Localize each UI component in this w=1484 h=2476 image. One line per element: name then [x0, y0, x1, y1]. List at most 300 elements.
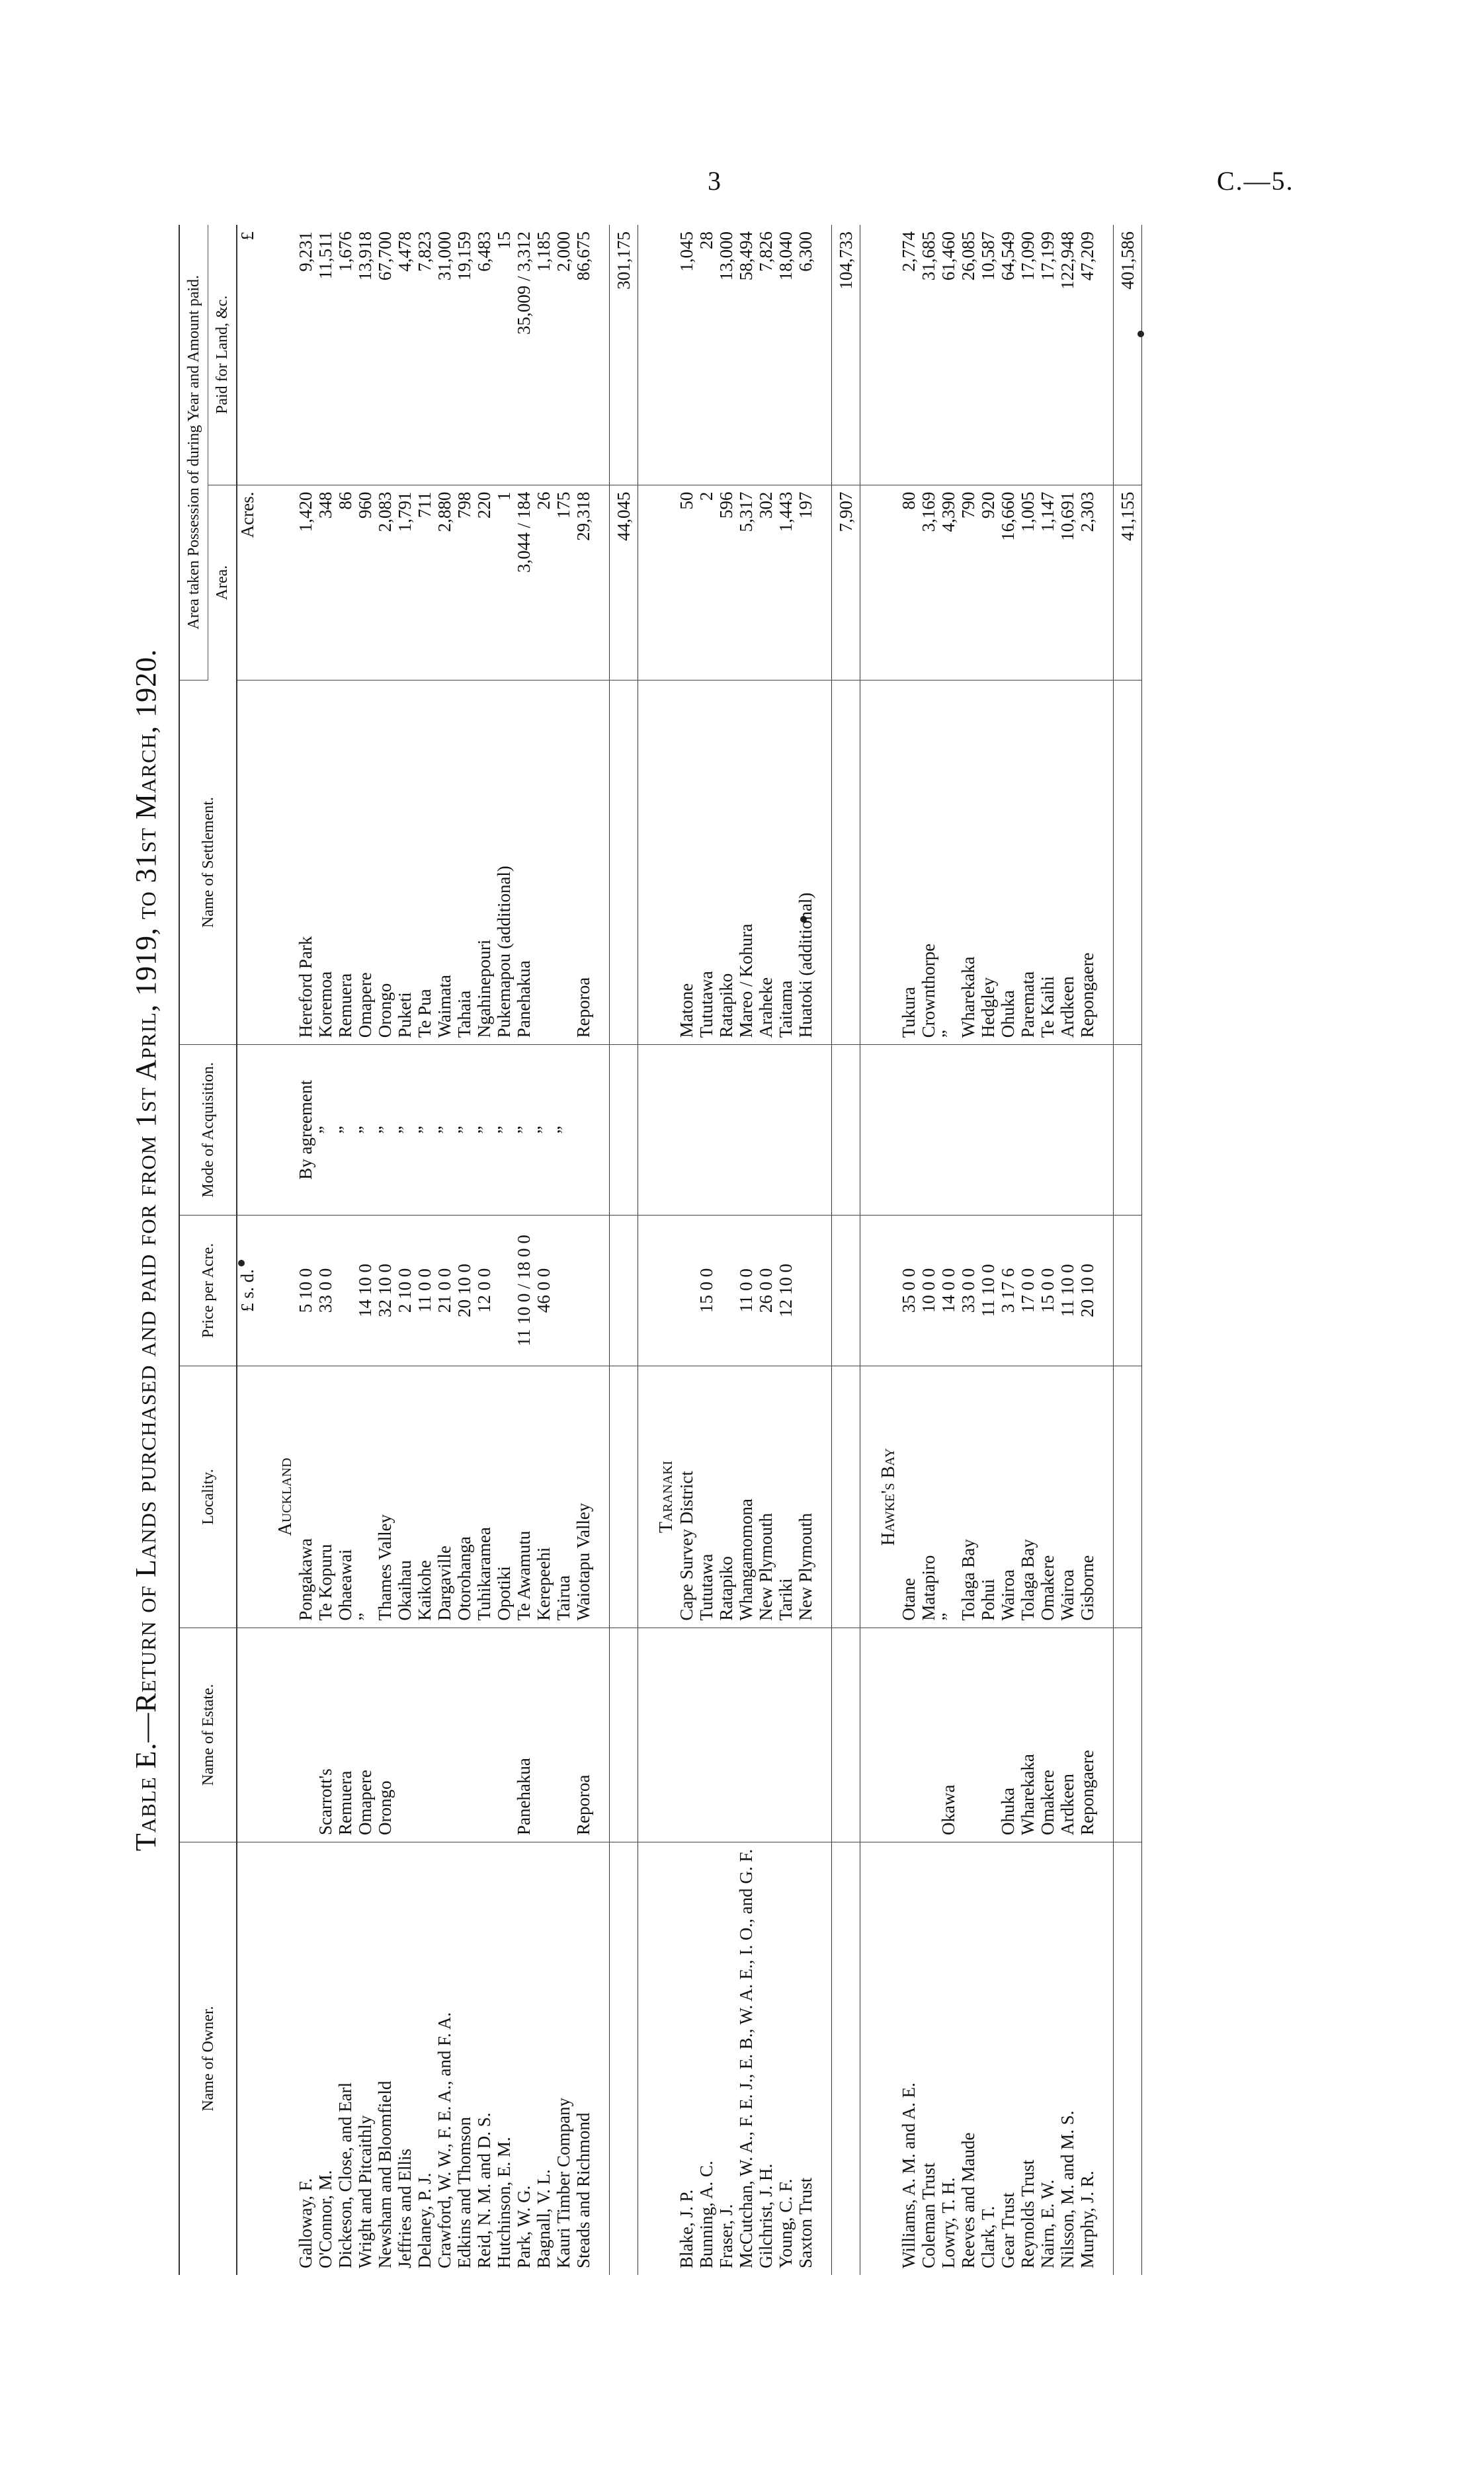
cell-estate: Orongo — [375, 1628, 395, 1842]
cell-owner: Steads and Richmond — [573, 2112, 593, 2268]
table-row — [716, 225, 736, 2275]
empty-cell — [610, 1842, 638, 2275]
cell-price: 20 10 0 — [1077, 1215, 1097, 1366]
table-row — [573, 225, 593, 2275]
cell-area: 596 — [716, 485, 736, 680]
cell-price — [573, 1215, 593, 1366]
cell-paid: 1,185 — [534, 225, 554, 485]
header-estate: Name of Estate. — [179, 1628, 237, 1842]
cell-settlement: Huatoki (additional) — [796, 680, 815, 1044]
empty-cell — [832, 1215, 860, 1366]
cell-locality: Tariki — [776, 1366, 796, 1628]
table-row — [938, 225, 958, 2275]
cell-settlement: Araheke — [756, 680, 776, 1044]
cell-price — [335, 1215, 355, 1366]
cell-settlement: Repongaere — [1077, 680, 1097, 1044]
cell-mode — [938, 1045, 958, 1215]
cell-locality: Cape Survey District — [677, 1366, 696, 1628]
cell-owner: Fraser, J. — [716, 2204, 736, 2268]
cell-estate: Okawa — [938, 1628, 958, 1842]
cell-estate: Panehakua — [514, 1628, 534, 1842]
empty-cell — [257, 1045, 296, 1215]
cell-paid: 35,009 / 3,312 — [514, 225, 534, 485]
cell-estate: Scarrott's — [315, 1628, 335, 1842]
cell-area: 5,317 — [736, 485, 756, 680]
cell-price: 12 0 0 — [474, 1215, 494, 1366]
cell-locality: Opotiki — [494, 1366, 514, 1628]
cell-area: 2,303 — [1077, 485, 1097, 680]
cell-settlement — [554, 680, 573, 1044]
cell-owner: Gilchrist, J. H. — [756, 2163, 776, 2268]
cell-paid: 4,478 — [395, 225, 415, 485]
cell-owner: Nairn, E. W. — [1038, 2179, 1057, 2268]
cell-price: 17 0 0 — [1018, 1215, 1038, 1366]
table-row — [454, 225, 474, 2275]
empty-cell — [1097, 1045, 1114, 1215]
cell-settlement: Te Kaihi — [1038, 680, 1057, 1044]
cell-paid: 19,159 — [454, 225, 474, 485]
cell-owner: Kauri Timber Company — [554, 2097, 573, 2268]
table-row — [1018, 225, 1038, 2275]
cell-owner: Edkins and Thomson — [454, 2117, 474, 2268]
empty-cell — [257, 680, 296, 1044]
unit-price: £ s. d. — [237, 1215, 257, 1366]
cell-owner: Clark, T. — [978, 2206, 998, 2268]
cell-mode: ” — [375, 1045, 395, 1215]
cell-area: 26 — [534, 485, 554, 680]
cell-paid: 67,700 — [375, 225, 395, 485]
empty-cell — [815, 1215, 832, 1366]
cell-owner: Reid, N. M. and D. S. — [474, 2112, 494, 2268]
cell-price: 11 10 0 / 18 0 0 — [514, 1215, 534, 1366]
table-title: Table E.—Return of Lands purchased and paid for from 1st April, 1919, to 31st March, 1920. — [130, 648, 162, 1852]
cell-mode — [919, 1045, 938, 1215]
cell-owner: Young, C. F. — [776, 2178, 796, 2268]
total-row — [832, 225, 860, 2275]
header-area: Area. — [208, 485, 237, 680]
table-row — [958, 225, 978, 2275]
region-heading-row — [638, 225, 677, 2275]
cell-estate — [919, 1628, 938, 1842]
cell-price: 26 0 0 — [756, 1215, 776, 1366]
table-row — [494, 225, 514, 2275]
cell-locality: Otane — [899, 1366, 919, 1628]
cell-paid: 10,587 — [978, 225, 998, 485]
cell-mode — [998, 1045, 1018, 1215]
empty-cell — [860, 1842, 899, 2275]
header-mode: Mode of Acquisition. — [179, 1045, 237, 1215]
cell-settlement: Panehakua — [514, 680, 534, 1044]
cell-owner: McCutchan, W. A., F. E. J., E. B., W. A. E., I. O., and G. F. — [736, 1849, 756, 2268]
cell-area: 1 — [494, 485, 514, 680]
cell-price: 15 0 0 — [1038, 1215, 1057, 1366]
table-row — [434, 225, 454, 2275]
spacer-row — [593, 225, 610, 2275]
cell-locality: Te Awamutu — [514, 1366, 534, 1628]
cell-mode — [1077, 1045, 1097, 1215]
cell-area: 4,390 — [938, 485, 958, 680]
empty-cell — [638, 485, 677, 680]
empty-cell — [1114, 1045, 1142, 1215]
region-heading-row — [860, 225, 899, 2275]
cell-estate — [899, 1628, 919, 1842]
cell-paid: 13,000 — [716, 225, 736, 485]
empty-cell — [860, 225, 899, 485]
table-row — [296, 225, 315, 2275]
cell-estate — [395, 1628, 415, 1842]
cell-owner: Blake, J. P. — [677, 2189, 696, 2268]
total-paid: 301,175 — [610, 225, 638, 485]
cell-locality: ” — [938, 1366, 958, 1628]
cell-estate — [978, 1628, 998, 1842]
cell-paid: 17,199 — [1038, 225, 1057, 485]
empty-cell — [610, 1628, 638, 1842]
cell-price: 5 10 0 — [296, 1215, 315, 1366]
table-row — [474, 225, 494, 2275]
cell-owner: Williams, A. M. and A. E. — [899, 2083, 919, 2268]
header-settlement: Name of Settlement. — [179, 680, 237, 1044]
cell-estate: Ardkeen — [1057, 1628, 1077, 1842]
cell-price: 21 0 0 — [434, 1215, 454, 1366]
cell-settlement: ” — [938, 680, 958, 1044]
cell-owner: Dickeson, Close, and Earl — [335, 2082, 355, 2268]
empty-cell — [1114, 680, 1142, 1044]
cell-settlement: Mareo / Kohura — [736, 680, 756, 1044]
cell-estate — [958, 1628, 978, 1842]
table-row — [514, 225, 534, 2275]
total-row — [1114, 225, 1142, 2275]
cell-estate — [554, 1628, 573, 1842]
cell-area: 1,443 — [776, 485, 796, 680]
cell-estate: Omakere — [1038, 1628, 1057, 1842]
cell-owner: Park, W. G. — [514, 2185, 534, 2268]
cell-locality: ” — [355, 1366, 375, 1628]
cell-price: 3 17 6 — [998, 1215, 1018, 1366]
cell-area: 80 — [899, 485, 919, 680]
cell-locality: Thames Valley — [375, 1366, 395, 1628]
cell-paid: 13,918 — [355, 225, 375, 485]
cell-paid: 1,045 — [677, 225, 696, 485]
cell-owner: Bunning, A. C. — [696, 2161, 716, 2268]
cell-paid: 15 — [494, 225, 514, 485]
cell-estate — [677, 1628, 696, 1842]
cell-settlement: Taitama — [776, 680, 796, 1044]
cell-owner: Wright and Pitcaithly — [355, 2115, 375, 2268]
region-heading: Auckland — [257, 1366, 296, 1628]
empty-cell — [1097, 1215, 1114, 1366]
cell-estate — [415, 1628, 434, 1842]
cell-locality: Tututawa — [696, 1366, 716, 1628]
cell-estate — [534, 1628, 554, 1842]
empty-cell — [638, 1628, 677, 1842]
table-row — [1057, 225, 1077, 2275]
cell-locality: Otorohanga — [454, 1366, 474, 1628]
empty-cell — [257, 485, 296, 680]
cell-price — [716, 1215, 736, 1366]
empty-cell — [610, 1215, 638, 1366]
cell-owner: Hutchinson, E. M. — [494, 2137, 514, 2268]
cell-locality: Omakere — [1038, 1366, 1057, 1628]
table-row — [677, 225, 696, 2275]
table-row — [736, 225, 756, 2275]
empty-cell — [610, 1045, 638, 1215]
cell-mode — [736, 1045, 756, 1215]
empty-cell — [593, 680, 610, 1044]
cell-settlement: Ohuka — [998, 680, 1018, 1044]
cell-owner: Delaney, P. J. — [415, 2172, 434, 2268]
cell-mode: ” — [514, 1045, 534, 1215]
cell-area: 50 — [677, 485, 696, 680]
cell-owner: Newsham and Bloomfield — [375, 2081, 395, 2268]
cell-paid: 6,300 — [796, 225, 815, 485]
cell-paid: 26,085 — [958, 225, 978, 485]
empty-cell — [593, 1366, 610, 1628]
empty-cell — [593, 1215, 610, 1366]
cell-mode — [796, 1045, 815, 1215]
cell-settlement — [534, 680, 554, 1044]
cell-price — [796, 1215, 815, 1366]
empty-cell — [860, 680, 899, 1044]
cell-area: 798 — [454, 485, 474, 680]
region-heading-row — [257, 225, 296, 2275]
cell-estate — [716, 1628, 736, 1842]
cell-locality: Matapiro — [919, 1366, 938, 1628]
cell-area: 29,318 — [573, 485, 593, 680]
cell-locality: Ratapiko — [716, 1366, 736, 1628]
cell-owner: Crawford, W. W., F. E. A., and F. A. — [434, 2012, 454, 2268]
cell-paid: 47,209 — [1077, 225, 1097, 485]
cell-mode — [776, 1045, 796, 1215]
header-owner: Name of Owner. — [179, 1842, 237, 2275]
empty-cell — [638, 1215, 677, 1366]
cell-price: 32 10 0 — [375, 1215, 395, 1366]
cell-area: 960 — [355, 485, 375, 680]
table-row — [315, 225, 335, 2275]
cell-mode: ” — [315, 1045, 335, 1215]
cell-estate: Reporoa — [573, 1628, 593, 1842]
cell-mode — [756, 1045, 776, 1215]
cell-mode: ” — [434, 1045, 454, 1215]
cell-paid: 7,826 — [756, 225, 776, 485]
table-row — [899, 225, 919, 2275]
empty-cell — [257, 1842, 296, 2275]
cell-mode — [573, 1045, 593, 1215]
cell-locality: Gisborne — [1077, 1366, 1097, 1628]
cell-estate — [776, 1628, 796, 1842]
header-locality: Locality. — [179, 1366, 237, 1628]
cell-mode: ” — [554, 1045, 573, 1215]
cell-estate: Ohuka — [998, 1628, 1018, 1842]
cell-price: 14 10 0 — [355, 1215, 375, 1366]
cell-mode: ” — [454, 1045, 474, 1215]
cell-mode: ” — [474, 1045, 494, 1215]
cell-area: 302 — [756, 485, 776, 680]
cell-settlement: Wharekaka — [958, 680, 978, 1044]
empty-cell — [1114, 1628, 1142, 1842]
cell-paid: 61,460 — [938, 225, 958, 485]
cell-settlement: Tututawa — [696, 680, 716, 1044]
cell-settlement: Reporoa — [573, 680, 593, 1044]
empty-cell — [832, 1628, 860, 1842]
cell-owner: O'Connor, M. — [315, 2170, 335, 2268]
cell-area: 2,083 — [375, 485, 395, 680]
cell-paid: 28 — [696, 225, 716, 485]
cell-paid: 58,494 — [736, 225, 756, 485]
cell-area: 790 — [958, 485, 978, 680]
cell-mode: ” — [335, 1045, 355, 1215]
cell-settlement: Ardkeen — [1057, 680, 1077, 1044]
cell-locality: Tairua — [554, 1366, 573, 1628]
cell-price: 10 0 0 — [919, 1215, 938, 1366]
cell-paid: 9,231 — [296, 225, 315, 485]
empty-cell — [815, 1366, 832, 1628]
region-heading: Taranaki — [638, 1366, 677, 1628]
empty-cell — [1097, 485, 1114, 680]
cell-mode: ” — [415, 1045, 434, 1215]
unit-area: Acres. — [237, 485, 257, 680]
header-paid: Paid for Land, &c. — [208, 225, 237, 485]
cell-locality: Whangamomona — [736, 1366, 756, 1628]
cell-price: 11 10 0 — [978, 1215, 998, 1366]
cell-locality: Tolaga Bay — [1018, 1366, 1038, 1628]
cell-locality: Waiotapu Valley — [573, 1366, 593, 1628]
cell-owner: Jeffries and Ellis — [395, 2149, 415, 2268]
empty-cell — [815, 1842, 832, 2275]
cell-locality: New Plymouth — [756, 1366, 776, 1628]
cell-area: 16,660 — [998, 485, 1018, 680]
table-row — [756, 225, 776, 2275]
cell-area: 1,420 — [296, 485, 315, 680]
empty-cell — [832, 1366, 860, 1628]
empty-cell — [593, 485, 610, 680]
cell-locality: New Plymouth — [796, 1366, 815, 1628]
empty-cell — [1097, 225, 1114, 485]
table-row — [796, 225, 815, 2275]
empty-cell — [860, 1628, 899, 1842]
page-number: 3 — [708, 166, 721, 196]
empty-cell — [815, 1045, 832, 1215]
empty-cell — [1114, 1842, 1142, 2275]
empty-cell — [832, 1045, 860, 1215]
table-row — [978, 225, 998, 2275]
cell-estate — [796, 1628, 815, 1842]
header-price: Price per Acre. — [179, 1215, 237, 1366]
empty-cell — [638, 225, 677, 485]
table-row — [355, 225, 375, 2275]
cell-mode — [958, 1045, 978, 1215]
empty-cell — [860, 485, 899, 680]
cell-mode: By agreement — [296, 1045, 315, 1215]
table-row — [1077, 225, 1097, 2275]
table-row — [395, 225, 415, 2275]
document-reference: C.—5. — [1217, 166, 1294, 196]
cell-estate — [296, 1628, 315, 1842]
cell-estate — [454, 1628, 474, 1842]
cell-area: 197 — [796, 485, 815, 680]
empty-cell — [815, 225, 832, 485]
cell-price: 15 0 0 — [696, 1215, 716, 1366]
rotated-table-container — [129, 225, 1333, 2275]
empty-cell — [1097, 1628, 1114, 1842]
cell-locality: Pongakawa — [296, 1366, 315, 1628]
cell-owner: Reynolds Trust — [1018, 2159, 1038, 2268]
cell-estate — [736, 1628, 756, 1842]
cell-settlement: Omapere — [355, 680, 375, 1044]
empty-cell — [815, 485, 832, 680]
cell-price — [554, 1215, 573, 1366]
empty-cell — [593, 225, 610, 485]
total-row — [610, 225, 638, 2275]
empty-cell — [257, 225, 296, 485]
cell-area: 1,005 — [1018, 485, 1038, 680]
cell-settlement: Te Pua — [415, 680, 434, 1044]
spacer-row — [815, 225, 832, 2275]
cell-settlement: Paremata — [1018, 680, 1038, 1044]
cell-mode — [696, 1045, 716, 1215]
cell-price: 20 10 0 — [454, 1215, 474, 1366]
empty-cell — [1097, 680, 1114, 1044]
cell-estate — [756, 1628, 776, 1842]
cell-owner: Nilsson, M. and M. S. — [1057, 2110, 1077, 2268]
cell-paid: 18,040 — [776, 225, 796, 485]
cell-price: 2 10 0 — [395, 1215, 415, 1366]
cell-paid: 86,675 — [573, 225, 593, 485]
cell-paid: 1,676 — [335, 225, 355, 485]
table-row — [696, 225, 716, 2275]
cell-area: 2 — [696, 485, 716, 680]
cell-locality: Ohaeawai — [335, 1366, 355, 1628]
empty-cell — [593, 1045, 610, 1215]
cell-owner: Reeves and Maude — [958, 2132, 978, 2268]
empty-cell — [815, 1628, 832, 1842]
cell-locality: Kerepeehi — [534, 1366, 554, 1628]
cell-owner: Galloway, F. — [296, 2178, 315, 2268]
cell-mode — [677, 1045, 696, 1215]
cell-paid: 6,483 — [474, 225, 494, 485]
cell-paid: 122,948 — [1057, 225, 1077, 485]
empty-cell — [860, 1045, 899, 1215]
empty-cell — [638, 680, 677, 1044]
empty-cell — [1097, 1366, 1114, 1628]
cell-settlement: Waimata — [434, 680, 454, 1044]
cell-settlement: Pukemapou (additional) — [494, 680, 514, 1044]
cell-estate — [494, 1628, 514, 1842]
table-row — [375, 225, 395, 2275]
cell-settlement: Hedgley — [978, 680, 998, 1044]
cell-price: 33 0 0 — [315, 1215, 335, 1366]
cell-settlement: Matone — [677, 680, 696, 1044]
cell-settlement: Ratapiko — [716, 680, 736, 1044]
cell-mode — [716, 1045, 736, 1215]
empty-cell — [1114, 1366, 1142, 1628]
cell-paid: 17,090 — [1018, 225, 1038, 485]
cell-estate: Wharekaka — [1018, 1628, 1038, 1842]
cell-owner: Coleman Trust — [919, 2163, 938, 2268]
cell-estate — [696, 1628, 716, 1842]
cell-settlement: Ngahinepouri — [474, 680, 494, 1044]
cell-settlement: Puketi — [395, 680, 415, 1044]
empty-cell — [610, 1366, 638, 1628]
total-area: 44,045 — [610, 485, 638, 680]
cell-paid: 2,774 — [899, 225, 919, 485]
table-row — [776, 225, 796, 2275]
cell-settlement: Tukura — [899, 680, 919, 1044]
cell-area: 920 — [978, 485, 998, 680]
cell-mode: ” — [355, 1045, 375, 1215]
cell-locality: Te Kopuru — [315, 1366, 335, 1628]
cell-area: 175 — [554, 485, 573, 680]
table-row — [919, 225, 938, 2275]
